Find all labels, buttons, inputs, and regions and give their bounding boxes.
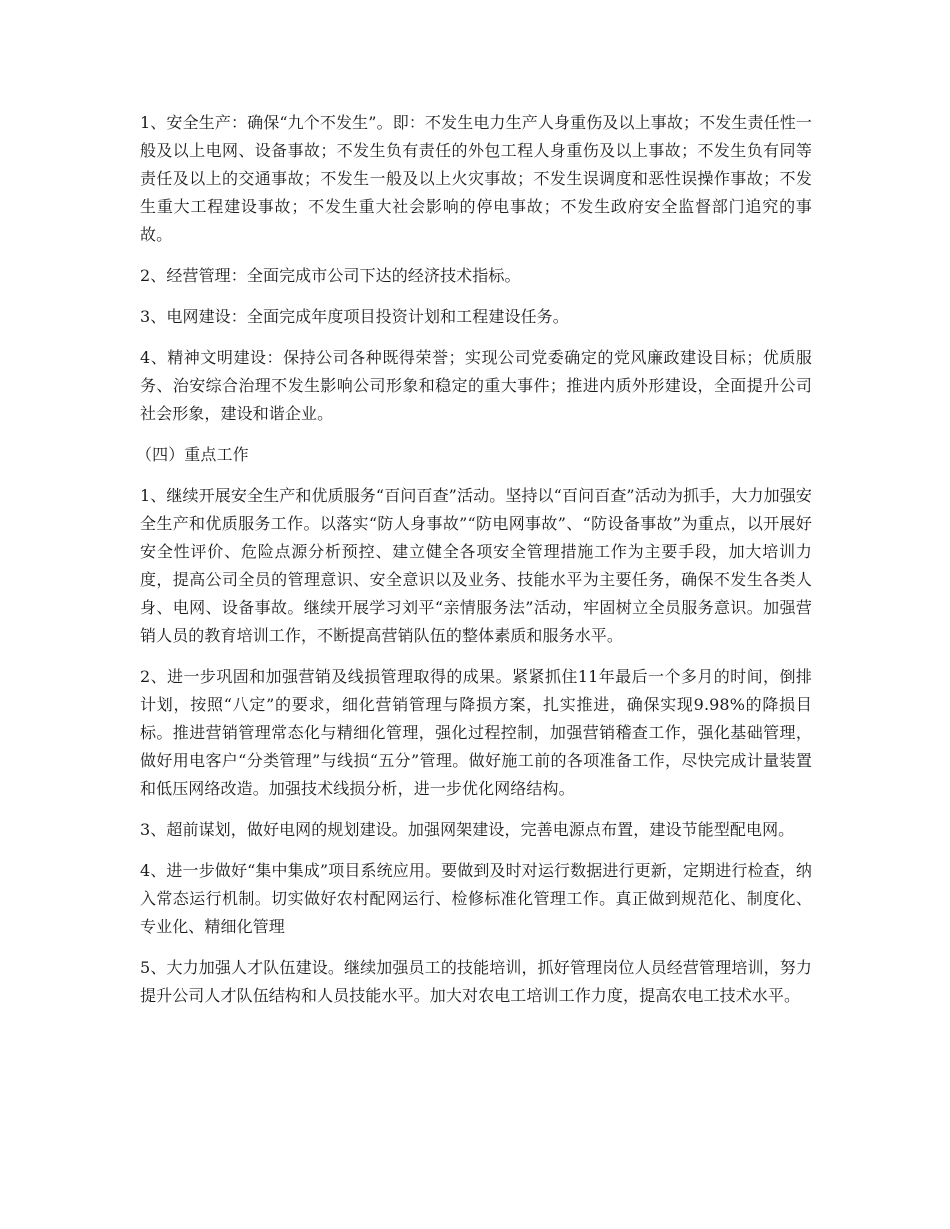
goal-spiritual-civilization: 4、精神文明建设：保持公司各种既得荣誉；实现公司党委确定的党风廉政建设目标；优质服务、治安综合治理不发生影响公司形象和稳定的重大事件；推进内质外形建设，全面提升公司社会形象，建设和谐企业。	[140, 348, 812, 423]
section-heading-key-work: （四）重点工作	[136, 445, 249, 464]
key-work-item-4: 4、进一步做好“集中集成”项目系统应用。要做到及时对运行数据进行更新，定期进行检查，纳入常态运行机制。切实做好农村配网运行、检修标准化管理工作。真正做到规范化、制度化、专业化、精细化管理	[140, 861, 812, 936]
document-body	[136, 109, 812, 1023]
goal-business-management: 2、经营管理：全面完成市公司下达的经济技术指标。	[140, 266, 521, 285]
key-work-item-3: 3、超前谋划，做好电网的规划建设。加强网架建设，完善电源点布置，建设节能型配电网。	[140, 820, 795, 839]
key-work-item-2: 2、进一步巩固和加强营销及线损管理取得的成果。紧紧抓住11年最后一个多月的时间，倒排计划，按照“八定”的要求，细化营销管理与降损方案，扎实推进，确保实现9.98%的降损目标。推进营销管理常态化与精细化管理，强化过程控制，加强营销稽查工作，强化基础管理，做好用电客户“分类管理”与线损“五分”管理。做好施工前的各项准备工作，尽快完成计量装置和低压网络改造。加强技术线损分析，进一步优化网络结构。	[140, 667, 812, 798]
key-work-item-1: 1、继续开展安全生产和优质服务“百问百查”活动。坚持以“百问百查”活动为抓手，大力加强安全生产和优质服务工作。以落实“防人身事故”“防电网事故”、“防设备事故”为重点，以开展好安全性评价、危险点源分析预控、建立健全各项安全管理措施工作为主要手段，加大培训力度，提高公司全员的管理意识、安全意识以及业务、技能水平为主要任务，确保不发生各类人身、电网、设备事故。继续开展学习刘平“亲情服务法”活动，牢固树立全员服务意识。加强营销人员的教育培训工作，不断提高营销队伍的整体素质和服务水平。	[140, 486, 812, 645]
goal-safety-production: 1、安全生产：确保“九个不发生”。即：不发生电力生产人身重伤及以上事故；不发生责任性一般及以上电网、设备事故；不发生负有责任的外包工程人身重伤及以上事故；不发生负有同等责任及以上的交通事故；不发生一般及以上火灾事故；不发生误调度和恶性误操作事故；不发生重大工程建设事故；不发生重大社会影响的停电事故；不发生政府安全监督部门追究的事故。	[140, 113, 812, 244]
key-work-item-5: 5、大力加强人才队伍建设。继续加强员工的技能培训，抓好管理岗位人员经营管理培训，努力提升公司人才队伍结构和人员技能水平。加大对农电工培训工作力度，提高农电工技术水平。	[140, 958, 812, 1005]
goal-grid-construction: 3、电网建设：全面完成年度项目投资计划和工程建设任务。	[140, 307, 569, 326]
